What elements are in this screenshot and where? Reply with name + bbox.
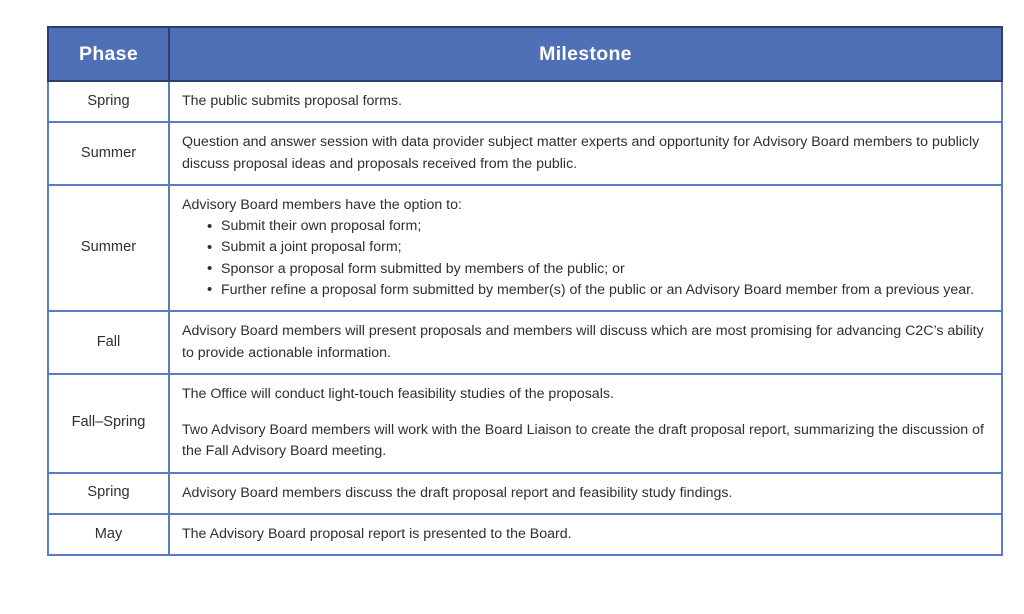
table-header — [48, 27, 1002, 81]
table-row — [48, 473, 1002, 514]
phase-cell: Spring — [48, 473, 169, 514]
phase-cell: Fall–Spring — [48, 374, 169, 473]
table-row — [48, 311, 1002, 374]
table-row — [48, 185, 1002, 311]
column-header-milestone: Milestone — [169, 27, 1002, 81]
header-row — [48, 27, 1002, 81]
list-item: • Submit a joint proposal form; — [207, 237, 987, 258]
table-row — [48, 122, 1002, 185]
milestone-list-intro: Advisory Board members have the option to: — [182, 196, 462, 213]
milestone-cell — [169, 311, 1002, 374]
table-row — [48, 374, 1002, 473]
milestone-cell — [169, 81, 1002, 122]
milestone-cell — [169, 122, 1002, 185]
milestone-paragraph: Question and answer session with data provider subject matter experts and opportunity for Advisory Board members to publicly discuss proposal ideas and proposals received from the public. — [182, 134, 980, 172]
milestone-bullet-list — [182, 216, 987, 301]
milestone-paragraph: The public submits proposal forms. — [182, 93, 402, 109]
milestone-table — [47, 26, 1003, 556]
table-row — [48, 514, 1002, 555]
milestone-cell — [169, 185, 1002, 311]
phase-cell: May — [48, 514, 169, 555]
milestone-cell — [169, 514, 1002, 555]
milestone-cell — [169, 473, 1002, 514]
phase-cell: Fall — [48, 311, 169, 374]
milestone-cell — [169, 374, 1002, 473]
table-row — [48, 81, 1002, 122]
milestone-paragraph: Two Advisory Board members will work with the Board Liaison to create the draft proposal report, summarizing the discussion of the Fall Advisory Board meeting. — [182, 422, 984, 460]
column-header-phase: Phase — [48, 27, 169, 81]
list-item: • Further refine a proposal form submitted by member(s) of the public or an Advisory Board member from a previous year. — [207, 280, 987, 301]
milestone-paragraph: Advisory Board members discuss the draft proposal report and feasibility study findings. — [182, 484, 733, 501]
milestone-paragraph: The Advisory Board proposal report is presented to the Board. — [182, 526, 572, 543]
table-body — [48, 81, 1002, 555]
list-item: • Submit their own proposal form; — [207, 216, 987, 237]
phase-cell: Summer — [48, 185, 169, 311]
milestone-paragraph: The Office will conduct light-touch feasibility studies of the proposals. — [182, 385, 614, 402]
phase-cell: Spring — [48, 81, 169, 122]
phase-cell: Summer — [48, 122, 169, 185]
list-item: • Sponsor a proposal form submitted by members of the public; or — [207, 259, 987, 280]
milestone-paragraph: Advisory Board members will present proposals and members will discuss which are most promising for advancing C2C’s ability to provide actionable information. — [182, 323, 984, 361]
